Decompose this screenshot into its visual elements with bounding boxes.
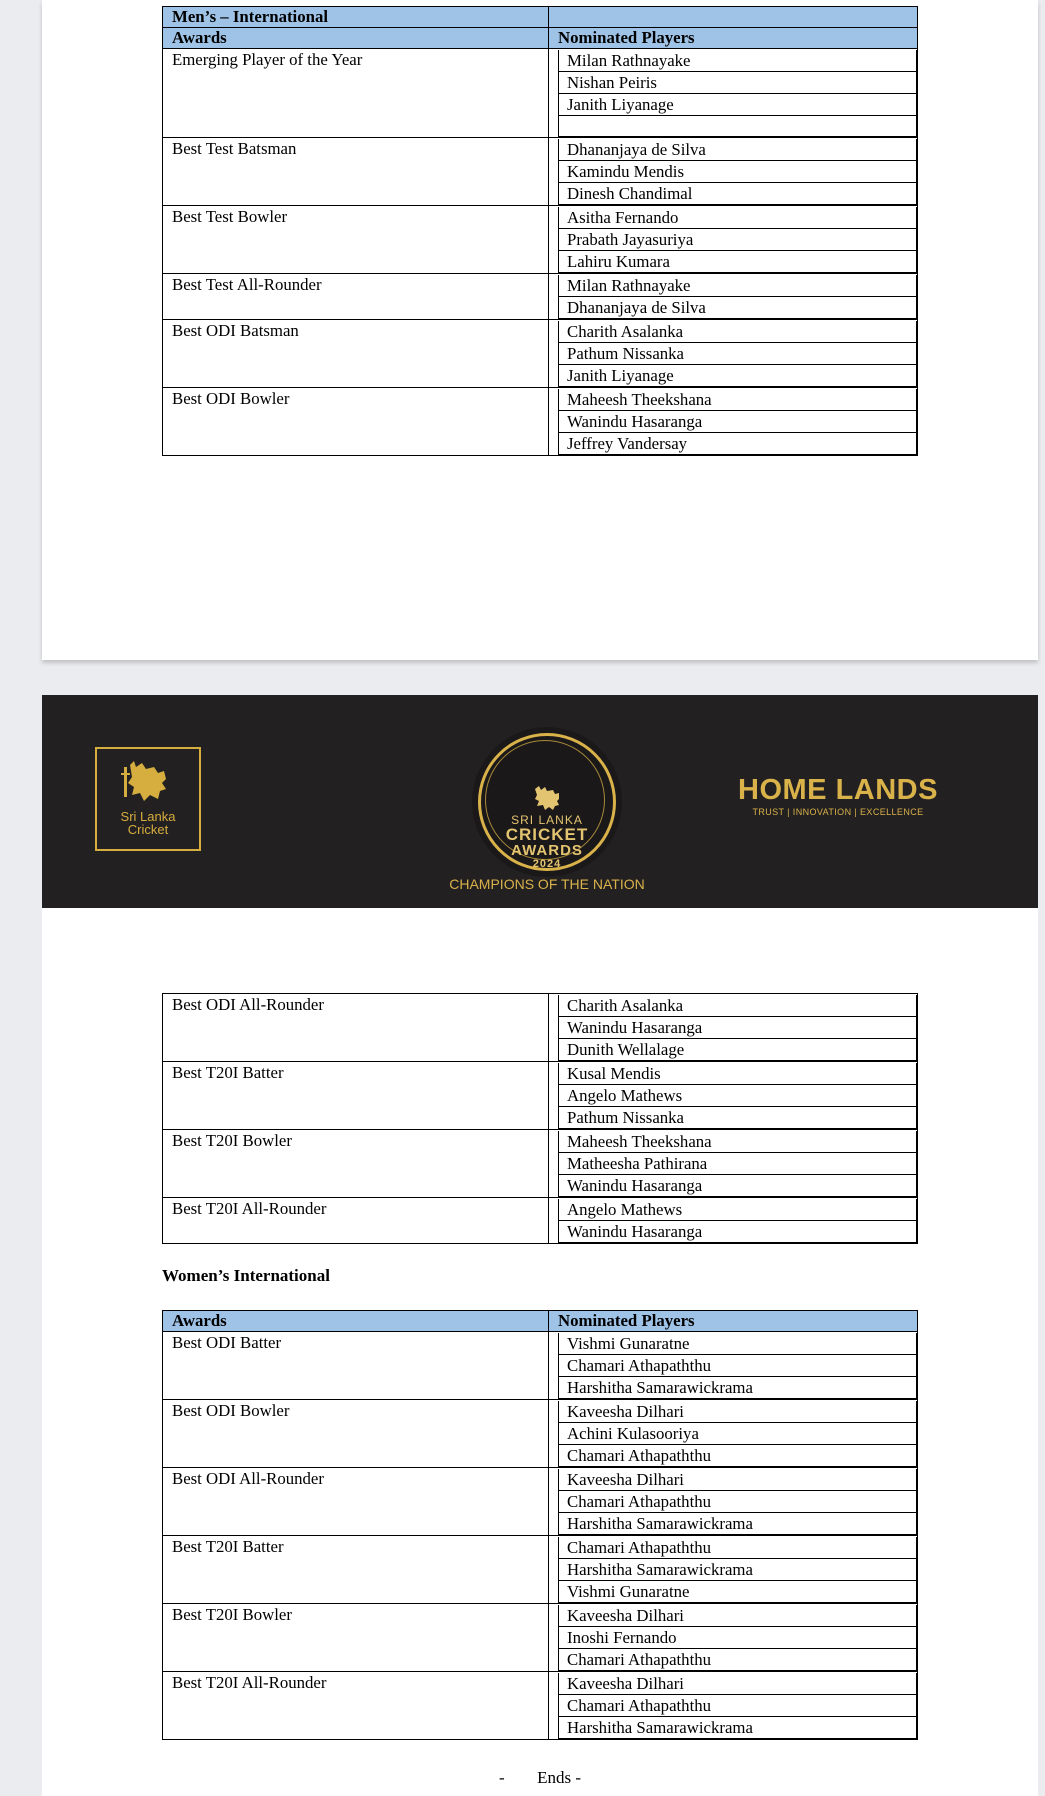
nominee-name: Achini Kulasooriya bbox=[559, 1423, 916, 1445]
nominee-name: Kaveesha Dilhari bbox=[559, 1673, 916, 1695]
nominees-cell bbox=[549, 1468, 918, 1536]
award-row bbox=[163, 138, 918, 206]
nominees-list bbox=[558, 207, 917, 273]
nominees-cell bbox=[549, 388, 918, 456]
nominees-list bbox=[558, 1333, 917, 1399]
award-name: Best Test Batsman bbox=[163, 138, 549, 206]
nominee-name: Chamari Athapaththu bbox=[559, 1445, 916, 1467]
mens-table-title: Men’s – International bbox=[163, 7, 549, 28]
award-row bbox=[163, 206, 918, 274]
nominees-list bbox=[558, 50, 917, 137]
nominee-name: Prabath Jayasuriya bbox=[559, 229, 916, 251]
sponsor-name: HOME LANDS bbox=[738, 774, 938, 806]
nominees-list bbox=[558, 1063, 917, 1129]
sponsor-tagline: TRUST | INNOVATION | EXCELLENCE bbox=[752, 807, 924, 817]
mens-international-table bbox=[162, 6, 918, 456]
award-row bbox=[163, 1062, 918, 1130]
nominees-list bbox=[558, 321, 917, 387]
award-row bbox=[163, 274, 918, 320]
nominee-name: Milan Rathnayake bbox=[559, 275, 916, 297]
medal-text-year: 2024 bbox=[532, 858, 562, 870]
award-name: Best Test Bowler bbox=[163, 206, 549, 274]
nominees-cell bbox=[549, 274, 918, 320]
nominee-name: Lahiru Kumara bbox=[559, 251, 916, 273]
nominee-name: Wanindu Hasaranga bbox=[559, 1017, 916, 1039]
award-name: Best T20I Batter bbox=[163, 1536, 549, 1604]
nominated-players-column-header: Nominated Players bbox=[549, 1311, 918, 1332]
award-name: Best Test All-Rounder bbox=[163, 274, 549, 320]
nominees-cell bbox=[549, 1332, 918, 1400]
nominee-name: Pathum Nissanka bbox=[559, 343, 916, 365]
mens-international-table-continued bbox=[162, 993, 918, 1244]
nominees-list bbox=[558, 1469, 917, 1535]
nominee-name: Harshitha Samarawickrama bbox=[559, 1377, 916, 1399]
award-row bbox=[163, 320, 918, 388]
slc-logo-text-2: Cricket bbox=[127, 822, 169, 837]
sri-lanka-cricket-logo bbox=[95, 747, 201, 851]
nominees-cell bbox=[549, 320, 918, 388]
document-page-2 bbox=[42, 695, 1038, 1796]
nominee-name: Chamari Athapaththu bbox=[559, 1355, 916, 1377]
nominee-name: Chamari Athapaththu bbox=[559, 1491, 916, 1513]
nominee-name: Angelo Mathews bbox=[559, 1199, 916, 1221]
nominee-name: Pathum Nissanka bbox=[559, 1107, 916, 1129]
award-name: Best T20I All-Rounder bbox=[163, 1198, 549, 1244]
nominees-cell bbox=[549, 1062, 918, 1130]
nominee-name: Kaveesha Dilhari bbox=[559, 1469, 916, 1491]
award-row bbox=[163, 1604, 918, 1672]
nominee-name: Matheesha Pathirana bbox=[559, 1153, 916, 1175]
nominees-cell bbox=[549, 1536, 918, 1604]
nominee-name: Maheesh Theekshana bbox=[559, 389, 916, 411]
nominated-players-column-header: Nominated Players bbox=[549, 28, 918, 49]
nominee-name: Vishmi Gunaratne bbox=[559, 1333, 916, 1355]
award-row bbox=[163, 49, 918, 138]
nominees-cell bbox=[549, 206, 918, 274]
award-name: Best ODI All-Rounder bbox=[163, 1468, 549, 1536]
nominee-name: Maheesh Theekshana bbox=[559, 1131, 916, 1153]
nominees-cell bbox=[549, 1604, 918, 1672]
nominee-name: Milan Rathnayake bbox=[559, 50, 916, 72]
award-row bbox=[163, 1672, 918, 1740]
table-header-row bbox=[163, 1311, 918, 1332]
document-page-1 bbox=[42, 0, 1038, 660]
nominees-cell bbox=[549, 1672, 918, 1740]
nominee-name: Inoshi Fernando bbox=[559, 1627, 916, 1649]
award-row bbox=[163, 1468, 918, 1536]
award-name: Best ODI Batter bbox=[163, 1332, 549, 1400]
award-name: Best T20I Bowler bbox=[163, 1604, 549, 1672]
nominees-list bbox=[558, 139, 917, 205]
nominees-list bbox=[558, 1401, 917, 1467]
nominee-name: Dunith Wellalage bbox=[559, 1039, 916, 1061]
lion-icon bbox=[120, 759, 176, 805]
award-name: Best T20I Batter bbox=[163, 1062, 549, 1130]
ends-text: Ends - bbox=[537, 1768, 582, 1787]
award-row bbox=[163, 1536, 918, 1604]
nominees-cell bbox=[549, 1400, 918, 1468]
award-row bbox=[163, 388, 918, 456]
banner-tagline: CHAMPIONS OF THE NATION bbox=[449, 876, 645, 892]
nominees-cell bbox=[549, 49, 918, 138]
award-row bbox=[163, 1130, 918, 1198]
ends-marker bbox=[42, 1768, 1038, 1788]
slc-logo-text-1: Sri Lanka bbox=[120, 809, 176, 824]
ends-dash: - bbox=[498, 1768, 505, 1787]
nominees-list bbox=[558, 275, 917, 319]
awards-column-header: Awards bbox=[163, 28, 549, 49]
nominee-name: Charith Asalanka bbox=[559, 321, 916, 343]
nominee-name: Nishan Peiris bbox=[559, 72, 916, 94]
nominee-name: Janith Liyanage bbox=[559, 94, 916, 116]
nominee-name: Jeffrey Vandersay bbox=[559, 433, 916, 455]
award-name: Best T20I All-Rounder bbox=[163, 1672, 549, 1740]
nominee-name: Chamari Athapaththu bbox=[559, 1537, 916, 1559]
nominees-list bbox=[558, 1199, 917, 1243]
award-row bbox=[163, 994, 918, 1062]
lion-emblem-icon bbox=[531, 785, 563, 811]
nominee-name: Kaveesha Dilhari bbox=[559, 1605, 916, 1627]
nominees-cell bbox=[549, 1198, 918, 1244]
nominee-name: Harshitha Samarawickrama bbox=[559, 1513, 916, 1535]
home-lands-sponsor-logo bbox=[728, 775, 948, 817]
medal-text-line2: CRICKET bbox=[505, 825, 589, 844]
awards-banner bbox=[42, 695, 1038, 908]
award-name: Best ODI Batsman bbox=[163, 320, 549, 388]
table-title-row bbox=[163, 7, 918, 28]
nominee-name: Dinesh Chandimal bbox=[559, 183, 916, 205]
table-header-row bbox=[163, 28, 918, 49]
nominee-name: Wanindu Hasaranga bbox=[559, 1221, 916, 1243]
nominee-name: Asitha Fernando bbox=[559, 207, 916, 229]
award-name: Emerging Player of the Year bbox=[163, 49, 549, 138]
nominee-name: Kaveesha Dilhari bbox=[559, 1401, 916, 1423]
award-name: Best T20I Bowler bbox=[163, 1130, 549, 1198]
medal-text-line1: SRI LANKA bbox=[511, 813, 583, 827]
nominee-name: Chamari Athapaththu bbox=[559, 1649, 916, 1671]
awards-column-header: Awards bbox=[163, 1311, 549, 1332]
nominee-name: Charith Asalanka bbox=[559, 995, 916, 1017]
nominees-list bbox=[558, 1537, 917, 1603]
award-name: Best ODI All-Rounder bbox=[163, 994, 549, 1062]
nominee-name: Harshitha Samarawickrama bbox=[559, 1717, 916, 1739]
nominee-name: Chamari Athapaththu bbox=[559, 1695, 916, 1717]
nominees-list bbox=[558, 1131, 917, 1197]
womens-international-table bbox=[162, 1310, 918, 1740]
award-row bbox=[163, 1198, 918, 1244]
nominees-list bbox=[558, 1605, 917, 1671]
nominee-name: Angelo Mathews bbox=[559, 1085, 916, 1107]
nominee-name: Vishmi Gunaratne bbox=[559, 1581, 916, 1603]
award-name: Best ODI Bowler bbox=[163, 388, 549, 456]
nominee-name: Janith Liyanage bbox=[559, 365, 916, 387]
nominee-name: Dhananjaya de Silva bbox=[559, 139, 916, 161]
nominee-name bbox=[559, 116, 916, 137]
award-row bbox=[163, 1400, 918, 1468]
medal-text-line3: AWARDS bbox=[511, 842, 583, 859]
nominee-name: Wanindu Hasaranga bbox=[559, 1175, 916, 1197]
nominee-name: Harshitha Samarawickrama bbox=[559, 1559, 916, 1581]
awards-medal-emblem bbox=[472, 727, 622, 877]
nominee-name: Wanindu Hasaranga bbox=[559, 411, 916, 433]
nominees-cell bbox=[549, 994, 918, 1062]
award-row bbox=[163, 1332, 918, 1400]
nominees-cell bbox=[549, 1130, 918, 1198]
nominees-cell bbox=[549, 138, 918, 206]
nominees-list bbox=[558, 995, 917, 1061]
womens-section-title: Women’s International bbox=[162, 1266, 330, 1285]
nominee-name: Dhananjaya de Silva bbox=[559, 297, 916, 319]
nominee-name: Kamindu Mendis bbox=[559, 161, 916, 183]
mens-title-blank-cell bbox=[549, 7, 918, 28]
award-name: Best ODI Bowler bbox=[163, 1400, 549, 1468]
nominee-name: Kusal Mendis bbox=[559, 1063, 916, 1085]
nominees-list bbox=[558, 1673, 917, 1739]
nominees-list bbox=[558, 389, 917, 455]
